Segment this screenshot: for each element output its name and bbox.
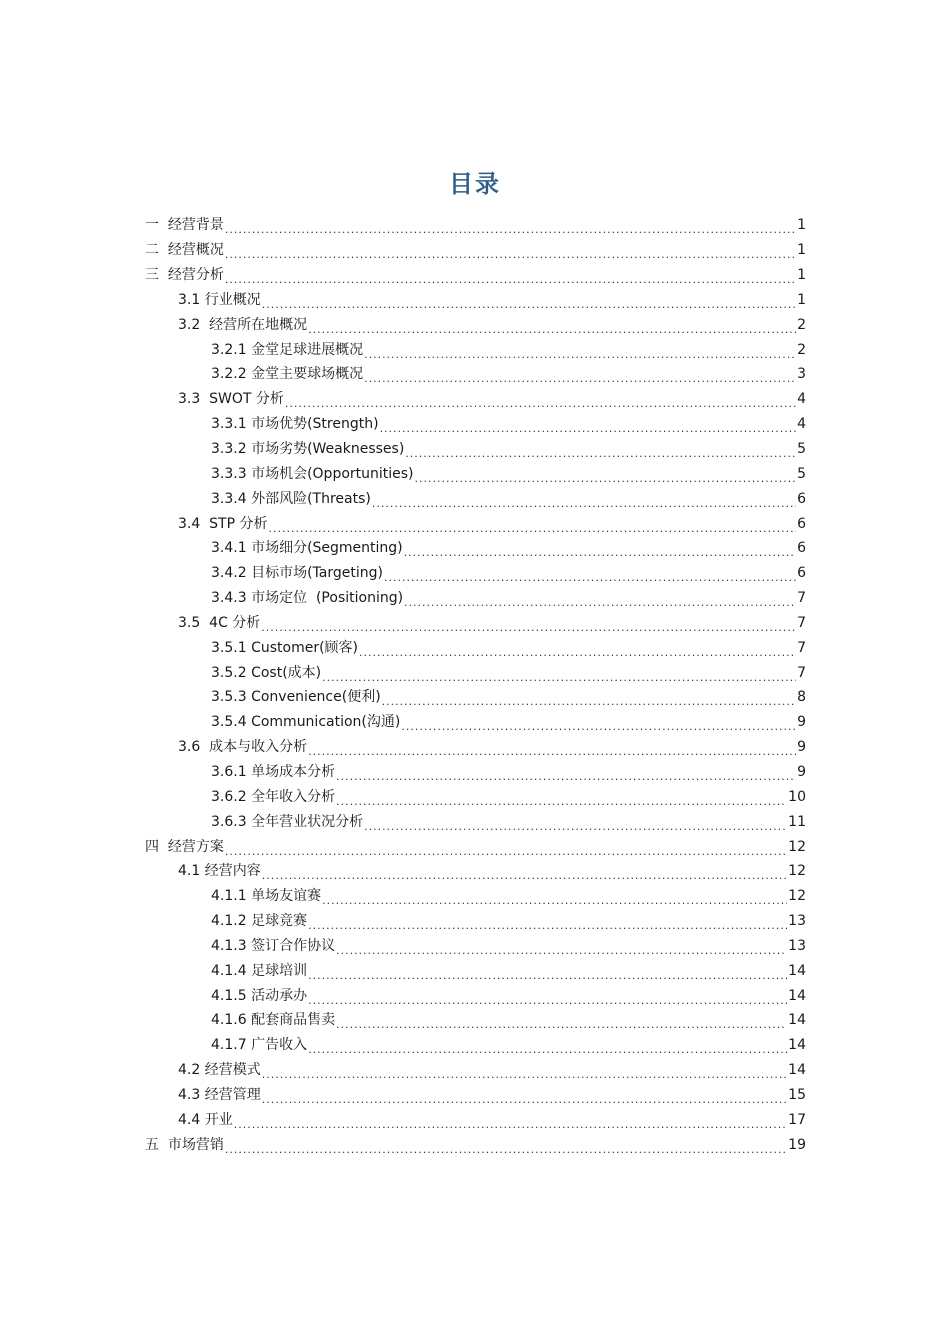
toc-entry[interactable] [145, 685, 806, 710]
toc-page-number: 11 [788, 813, 806, 830]
toc-page-number: 19 [788, 1136, 806, 1153]
toc-entry-label: 3.4.2 目标市场(Targeting) [211, 565, 383, 582]
toc-dot-leader [225, 843, 787, 857]
toc-entry[interactable] [145, 735, 806, 760]
toc-entry-label: 3.6.3 全年营业状况分析 [211, 813, 364, 830]
toc-entry[interactable] [145, 1132, 806, 1157]
toc-dot-leader [364, 370, 796, 384]
toc-entry-label: 3.6.2 全年收入分析 [211, 788, 336, 805]
toc-entry[interactable] [145, 958, 806, 983]
toc-dot-leader [308, 992, 787, 1006]
toc-entry[interactable] [145, 710, 806, 735]
toc-dot-leader [336, 1016, 787, 1030]
toc-page-number: 4 [797, 416, 806, 433]
toc-page-number: 14 [788, 962, 806, 979]
toc-entry-label: 3.3.3 市场机会(Opportunities) [211, 465, 414, 482]
toc-entry[interactable] [145, 983, 806, 1008]
toc-dot-leader [336, 768, 796, 782]
toc-entry-label: 4.1.5 活动承办 [211, 987, 308, 1004]
toc-entry[interactable] [145, 337, 806, 362]
toc-entry-label: 四 经营方案 [145, 838, 224, 855]
toc-dot-leader [405, 445, 796, 459]
toc-page-number: 7 [797, 614, 806, 631]
toc-entry-label: 4.1.2 足球竞赛 [211, 913, 308, 930]
toc-dot-leader [308, 321, 796, 335]
toc-entry[interactable] [145, 1033, 806, 1058]
toc-dot-leader [261, 619, 796, 633]
toc-entry[interactable] [145, 1058, 806, 1083]
toc-dot-leader [322, 669, 796, 683]
toc-entry[interactable] [145, 760, 806, 785]
toc-entry-label: 3.5.4 Communication(沟通) [211, 714, 401, 731]
toc-entry[interactable] [145, 660, 806, 685]
toc-page-number: 10 [788, 788, 806, 805]
toc-entry-label: 3.3.1 市场优势(Strength) [211, 416, 379, 433]
toc-entry-label: 三 经营分析 [145, 267, 224, 284]
toc-page-number: 1 [797, 291, 806, 308]
toc-entry-label: 3.2 经营所在地概况 [178, 316, 308, 333]
toc-entry[interactable] [145, 437, 806, 462]
toc-entry[interactable] [145, 362, 806, 387]
toc-entry-label: 3.4 STP 分析 [178, 515, 268, 532]
toc-entry-label: 4.1.1 单场友谊赛 [211, 888, 322, 905]
toc-dot-leader [285, 395, 796, 409]
toc-dot-leader [225, 246, 796, 260]
toc-dot-leader [401, 718, 796, 732]
toc-entry-label: 3.3.2 市场劣势(Weaknesses) [211, 441, 405, 458]
toc-entry[interactable] [145, 312, 806, 337]
toc-entry-label: 4.1.3 签订合作协议 [211, 937, 336, 954]
toc-entry-label: 3.3.4 外部风险(Threats) [211, 490, 371, 507]
toc-page-number: 8 [797, 689, 806, 706]
toc-entry-label: 4.1.6 配套商品售卖 [211, 1012, 336, 1029]
toc-entry[interactable] [145, 561, 806, 586]
toc-entry-label: 3.4.3 市场定位 (Positioning) [211, 590, 404, 607]
toc-dot-leader [322, 892, 787, 906]
toc-entry-label: 3.5 4C 分析 [178, 614, 261, 631]
toc-dot-leader [404, 594, 796, 608]
toc-page-number: 17 [788, 1111, 806, 1128]
toc-entry-label: 4.2 经营模式 [178, 1062, 261, 1079]
toc-entry-label: 4.1.7 广告收入 [211, 1037, 308, 1054]
toc-dot-leader [262, 1066, 787, 1080]
toc-entry-label: 3.6.1 单场成本分析 [211, 763, 336, 780]
toc-entry-label: 3.5.1 Customer(顾客) [211, 639, 358, 656]
toc-entry[interactable] [145, 461, 806, 486]
toc-entry[interactable] [145, 586, 806, 611]
toc-page-number: 1 [797, 217, 806, 234]
toc-entry[interactable] [145, 1083, 806, 1108]
toc-page-number: 6 [797, 490, 806, 507]
toc-page-number: 6 [797, 515, 806, 532]
toc-entry[interactable] [145, 933, 806, 958]
toc-entry[interactable] [145, 834, 806, 859]
toc-entry[interactable] [145, 263, 806, 288]
toc-page-number: 12 [788, 838, 806, 855]
toc-dot-leader [308, 1041, 787, 1055]
toc-dot-leader [225, 271, 796, 285]
toc-dot-leader [384, 569, 796, 583]
toc-dot-leader [225, 1141, 787, 1155]
toc-dot-leader [415, 470, 797, 484]
toc-entry[interactable] [145, 611, 806, 636]
toc-entry[interactable] [145, 536, 806, 561]
toc-dot-leader [359, 644, 796, 658]
toc-dot-leader [308, 967, 787, 981]
toc-entry-label: 3.1 行业概况 [178, 291, 261, 308]
toc-page-number: 14 [788, 1012, 806, 1029]
toc-dot-leader [336, 942, 787, 956]
toc-dot-leader [404, 544, 796, 558]
toc-page-number: 7 [797, 590, 806, 607]
toc-page-number: 14 [788, 1062, 806, 1079]
toc-page-number: 2 [797, 341, 806, 358]
toc-entry[interactable] [145, 511, 806, 536]
toc-entry[interactable] [145, 635, 806, 660]
toc-entry-label: 3.2.2 金堂主要球场概况 [211, 366, 364, 383]
toc-entry[interactable] [145, 859, 806, 884]
toc-entry[interactable] [145, 412, 806, 437]
toc-entry[interactable] [145, 909, 806, 934]
toc-entry[interactable] [145, 1107, 806, 1132]
toc-page-number: 6 [797, 565, 806, 582]
toc-entry-label: 3.6 成本与收入分析 [178, 739, 308, 756]
toc-dot-leader [382, 693, 796, 707]
toc-entry-label: 二 经营概况 [145, 242, 224, 259]
toc-page-number: 7 [797, 664, 806, 681]
toc-entry[interactable] [145, 884, 806, 909]
toc-page-number: 14 [788, 987, 806, 1004]
toc-dot-leader [364, 346, 796, 360]
toc-entry-label: 五 市场营销 [145, 1136, 224, 1153]
toc-entry[interactable] [145, 809, 806, 834]
toc-entry[interactable] [145, 288, 806, 313]
toc-page-number: 9 [797, 763, 806, 780]
toc-dot-leader [380, 420, 797, 434]
toc-page-number: 2 [797, 316, 806, 333]
toc-entry-label: 3.2.1 金堂足球进展概况 [211, 341, 364, 358]
toc-entry[interactable] [145, 238, 806, 263]
toc-page-number: 12 [788, 863, 806, 880]
toc-entry[interactable] [145, 213, 806, 238]
toc-entry-label: 4.4 开业 [178, 1111, 233, 1128]
toc-entry-label: 4.1 经营内容 [178, 863, 261, 880]
toc-dot-leader [262, 296, 796, 310]
toc-entry-label: 3.3 SWOT 分析 [178, 391, 284, 408]
toc-page-number: 3 [797, 366, 806, 383]
table-of-contents [145, 213, 806, 1157]
toc-entry-label: 3.5.2 Cost(成本) [211, 664, 322, 681]
toc-entry-label: 3.5.3 Convenience(便利) [211, 689, 381, 706]
toc-page-number: 4 [797, 391, 806, 408]
toc-dot-leader [308, 743, 796, 757]
toc-page-number: 13 [788, 937, 806, 954]
toc-page-number: 1 [797, 267, 806, 284]
toc-page-number: 9 [797, 739, 806, 756]
toc-dot-leader [308, 917, 787, 931]
toc-entry-label: 4.1.4 足球培训 [211, 962, 308, 979]
toc-entry[interactable] [145, 784, 806, 809]
toc-dot-leader [262, 1091, 787, 1105]
toc-dot-leader [364, 818, 787, 832]
toc-dot-leader [234, 1116, 787, 1130]
toc-dot-leader [269, 520, 797, 534]
toc-page-number: 1 [797, 242, 806, 259]
toc-page-number: 5 [797, 441, 806, 458]
toc-page-number: 6 [797, 540, 806, 557]
toc-entry[interactable] [145, 486, 806, 511]
toc-page-number: 14 [788, 1037, 806, 1054]
toc-page-number: 13 [788, 913, 806, 930]
toc-page-number: 7 [797, 639, 806, 656]
toc-entry[interactable] [145, 387, 806, 412]
toc-entry[interactable] [145, 1008, 806, 1033]
toc-dot-leader [372, 495, 796, 509]
toc-dot-leader [336, 793, 787, 807]
toc-page-number: 15 [788, 1086, 806, 1103]
toc-entry-label: 4.3 经营管理 [178, 1086, 261, 1103]
toc-entry-label: 3.4.1 市场细分(Segmenting) [211, 540, 403, 557]
toc-dot-leader [262, 867, 787, 881]
toc-title: 目录 [449, 170, 501, 198]
toc-page-number: 9 [797, 714, 806, 731]
toc-entry-label: 一 经营背景 [145, 217, 224, 234]
toc-page-number: 5 [797, 465, 806, 482]
toc-dot-leader [225, 221, 796, 235]
toc-page-number: 12 [788, 888, 806, 905]
